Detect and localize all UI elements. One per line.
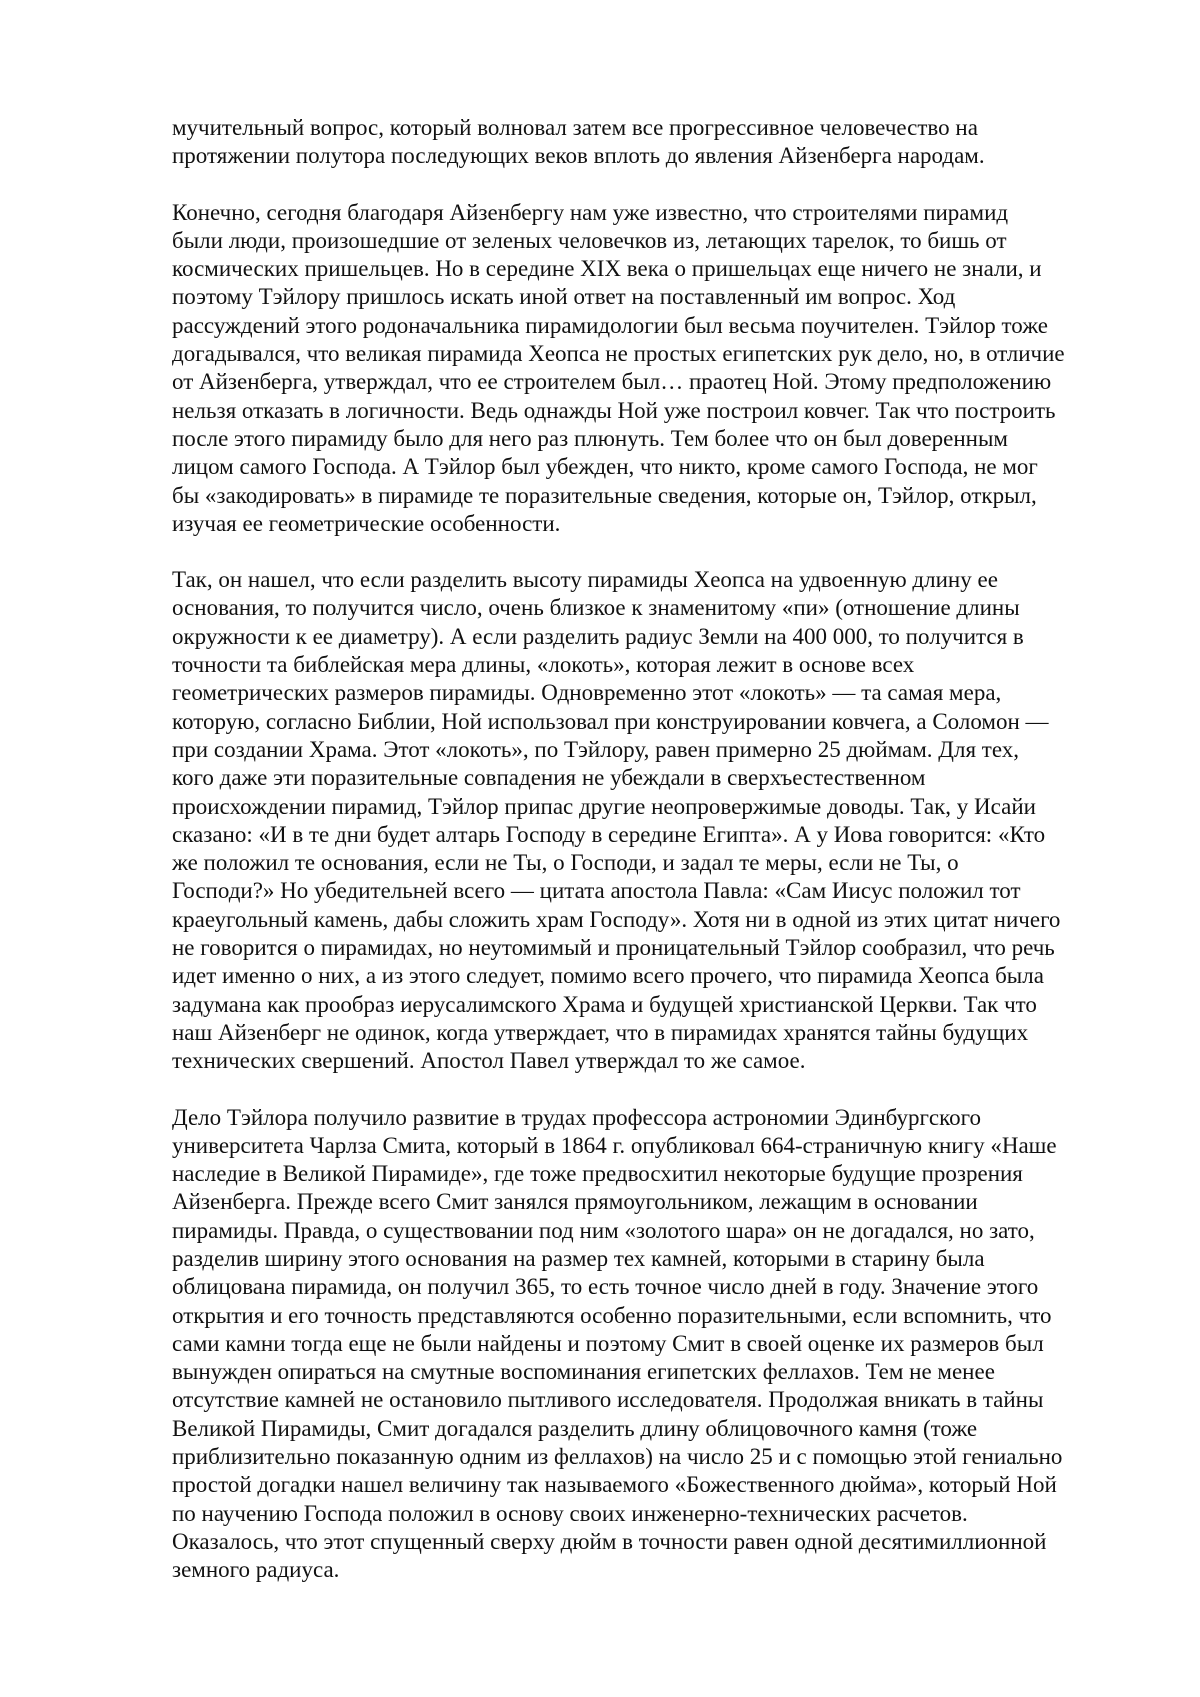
text-line: же положил те основания, если не Ты, о Господи, и задал те меры, если не Ты, о <box>172 850 959 876</box>
text-line: университета Чарлза Смита, который в 1864 г. опубликовал 664-страничную книгу «Наше <box>172 1132 1057 1158</box>
text-line: Айзенберга. Прежде всего Смит занялся прямоугольником, лежащим в основании <box>172 1189 978 1215</box>
text-line: не говорится о пирамидах, но неутомимый и проницательный Тэйлор сообразил, что речь <box>172 935 1055 961</box>
text-line: Так, он нашел, что если разделить высоту пирамиды Хеопса на удвоенную длину ее <box>172 567 998 593</box>
text-line: при создании Храма. Этот «локоть», по Тэйлору, равен примерно 25 дюймам. Для тех, <box>172 736 1020 762</box>
text-line: вынужден опираться на смутные воспоминания египетских феллахов. Тем не менее <box>172 1359 995 1385</box>
text-line: простой догадки нашел величину так называемого «Божественного дюйма», который Ной <box>172 1472 1057 1498</box>
text-line: изучая ее геометрические особенности. <box>172 510 561 536</box>
paragraph-1 <box>172 114 1132 171</box>
text-line: основания, то получится число, очень близкое к знаменитому «пи» (отношение длины <box>172 595 1020 621</box>
text-line: по научению Господа положил в основу своих инженерно-технических расчетов. <box>172 1500 968 1526</box>
text-line: разделив ширину этого основания на размер тех камней, которыми в старину была <box>172 1245 985 1271</box>
text-line: открытия и его точность представляются особенно поразительными, если вспомнить, что <box>172 1302 1052 1328</box>
text-line: Оказалось, что этот спущенный сверху дюйм в точности равен одной десятимиллионной <box>172 1528 1047 1554</box>
text-line: протяжении полутора последующих веков вплоть до явления Айзенберга народам. <box>172 143 985 169</box>
text-line: Дело Тэйлора получило развитие в трудах профессора астрономии Эдинбургского <box>172 1104 981 1130</box>
text-line: мучительный вопрос, который волновал затем все прогрессивное человечество на <box>172 115 978 140</box>
text-line: происхождении пирамид, Тэйлор припас другие неопровержимые доводы. Так, у Исайи <box>172 793 1036 819</box>
text-line: были люди, произошедшие от зеленых человечков из, летающих тарелок, то бишь от <box>172 227 1007 253</box>
paragraph-4 <box>172 1104 1132 1585</box>
text-line: точности та библейская мера длины, «локоть», которая лежит в основе всех <box>172 652 915 678</box>
text-line: поэтому Тэйлору пришлось искать иной ответ на поставленный им вопрос. Ход <box>172 284 956 310</box>
text-line: догадывался, что великая пирамида Хеопса не простых египетских рук дело, но, в отличие <box>172 341 1065 367</box>
text-line: идет именно о них, а из этого следует, помимо всего прочего, что пирамида Хеопса была <box>172 963 1044 989</box>
text-line: от Айзенберга, утверждал, что ее строителем был… праотец Ной. Этому предположению <box>172 369 1052 395</box>
text-line: краеугольный камень, дабы сложить храм Господу». Хотя ни в одной из этих цитат ничего <box>172 906 1061 932</box>
text-line: наш Айзенберг не одинок, когда утверждает, что в пирамидах хранятся тайны будущих <box>172 1019 1029 1045</box>
text-line: Конечно, сегодня благодаря Айзенбергу нам уже известно, что строителями пирамид <box>172 199 1009 225</box>
text-line: Господи?» Но убедительней всего — цитата апостола Павла: «Сам Иисус положил тот <box>172 878 1021 904</box>
text-line: отсутствие камней не остановило пытливого исследователя. Продолжая вникать в тайны <box>172 1387 1044 1413</box>
text-line: приблизительно показанную одним из феллахов) на число 25 и с помощью этой гениально <box>172 1444 1063 1470</box>
text-line: наследие в Великой Пирамиде», где тоже предвосхитил некоторые будущие прозрения <box>172 1161 1023 1187</box>
text-line: космических пришельцев. Но в середине XIX века о пришельцах еще ничего не знали, и <box>172 256 1042 282</box>
text-line: сказано: «И в те дни будет алтарь Господу в середине Египта». А у Иова говорится: «Кто <box>172 821 1046 847</box>
text-line: окружности к ее диаметру). А если разделить радиус Земли на 400 000, то получится в <box>172 623 1024 649</box>
text-line: бы «закодировать» в пирамиде те поразительные сведения, которые он, Тэйлор, открыл, <box>172 482 1037 508</box>
text-line: геометрических размеров пирамиды. Одновременно этот «локоть» — та самая мера, <box>172 680 1002 706</box>
text-line: облицована пирамида, он получил 365, то есть точное число дней в году. Значение этого <box>172 1274 1039 1300</box>
paragraph-3 <box>172 566 1132 1075</box>
text-line: земного радиуса. <box>172 1557 340 1583</box>
text-line: сами камни тогда еще не были найдены и поэтому Смит в своей оценке их размеров был <box>172 1330 1044 1356</box>
text-line: лицом самого Господа. А Тэйлор был убежден, что никто, кроме самого Господа, не мог <box>172 454 1038 480</box>
text-line: кого даже эти поразительные совпадения не убеждали в сверхъестественном <box>172 765 926 791</box>
text-line: рассуждений этого родоначальника пирамидологии был весьма поучителен. Тэйлор тоже <box>172 312 1049 338</box>
text-line: задумана как прообраз иерусалимского Храма и будущей христианской Церкви. Так что <box>172 991 1037 1017</box>
text-line: пирамиды. Правда, о существовании под ним «золотого шара» он не догадался, но зато, <box>172 1217 1035 1243</box>
text-line: после этого пирамиду было для него раз плюнуть. Тем более что он был доверенным <box>172 425 1008 451</box>
paragraph-2 <box>172 199 1132 539</box>
text-line: нельзя отказать в логичности. Ведь однажды Ной уже построил ковчег. Так что построить <box>172 397 1056 423</box>
text-line: которую, согласно Библии, Ной использовал при конструировании ковчега, а Соломон — <box>172 708 1049 734</box>
text-line: технических свершений. Апостол Павел утверждал то же самое. <box>172 1048 806 1074</box>
document-page <box>172 114 1132 1613</box>
text-line: Великой Пирамиды, Смит догадался разделить длину облицовочного камня (тоже <box>172 1415 978 1441</box>
